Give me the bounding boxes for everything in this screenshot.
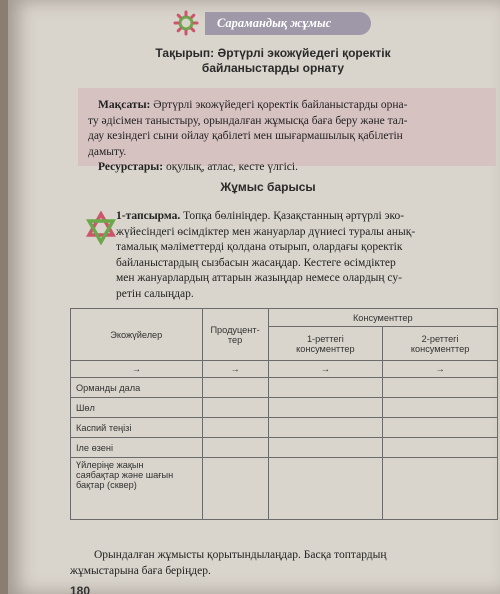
header-consumers-2nd [383,327,498,361]
empty-cell [383,398,498,418]
empty-cell [202,438,268,458]
table-row [71,458,498,520]
header-consumers: Консументтер [268,309,497,327]
task-line-2: жүйесіндегі өсімдіктер мен жануарлар дүниесі туралы анық- [116,225,416,238]
park-line-3: бақтар (сквер) [76,480,137,490]
empty-cell [202,398,268,418]
header-c2-line-1: 2-реттегі [421,333,459,344]
empty-cell [202,458,268,520]
park-line-2: саябақтар және шағын [76,470,174,480]
empty-cell [202,418,268,438]
header-c2-line-2: консументтер [410,343,470,354]
header-producers-line-2: тер [227,334,243,345]
task-line-4: байланыстардың сызбасын жасаңдар. Кестеге өсімдіктер [116,256,396,269]
task-paragraph [116,209,494,303]
arrow-cell: → [71,361,203,378]
arrow-cell: → [268,361,383,378]
food-web-table [70,308,498,520]
star-emblem-icon [84,211,118,245]
header-c1-line-2: консументтер [296,343,355,354]
park-line-1: Үйлеріңе жақын [76,460,144,470]
book-spine [0,0,8,594]
footer-line-2: жұмыстарына баға беріңдер. [70,564,211,577]
table-row [71,418,498,438]
row-label-park [71,458,203,520]
topic-line-2: байланыстарды орнату [201,61,345,75]
page-header [173,10,371,36]
arrow-row [71,361,498,378]
task-line-3: тамалық мәліметтерді қолдана отырып, олардағы қоректік [116,241,403,254]
task-line-5: мен жануарлардың аттарын жазыңдар немесе олардың су- [116,272,402,285]
page-number: 180 [70,584,91,594]
header-title: Сарамандық жұмыс [205,12,371,35]
empty-cell [268,458,383,520]
header-c1-line-1: 1-реттегі [306,333,344,344]
topic-line-1: Тақырып: Әртүрлі экожүйедегі қоректік [155,46,391,60]
header-consumers-1st [268,327,383,361]
topic-heading [128,46,418,76]
row-label: Орманды дала [71,378,203,398]
table-row [71,378,498,398]
purpose-paragraph [88,98,488,176]
section-title: Жұмыс барысы [220,180,316,194]
arrow-cell: → [202,361,268,378]
header-producers-line-1: Продуцент- [210,324,260,335]
empty-cell [268,438,383,458]
empty-cell [383,438,498,458]
empty-cell [383,418,498,438]
purpose-line-4: дамыту. [88,145,127,158]
resources-text: оқулық, атлас, кесте үлгісі. [165,161,298,174]
resources-label: Ресурстары: [98,161,164,174]
row-label: Іле өзені [71,438,203,458]
header-producers [202,309,268,361]
task-line-6: ретін салыңдар. [116,287,194,300]
empty-cell [202,378,268,398]
empty-cell [383,458,498,520]
empty-cell [268,378,383,398]
row-label: Шөл [71,398,203,418]
header-ecosystems: Экожүйелер [71,309,203,361]
textbook-page [8,0,500,594]
task-line-1: Топқа бөлініңдер. Қазақстанның әртүрлі эко- [183,210,405,222]
purpose-line-1: Әртүрлі экожүйедегі қоректік байланыстарды орна- [153,99,408,111]
empty-cell [383,378,498,398]
footer-paragraph [70,548,498,579]
arrow-cell: → [383,361,498,378]
table-row [71,398,498,418]
footer-line-1: Орындалған жұмысты қорытындылаңдар. Басқа топтардың [94,549,387,561]
gear-icon [173,10,199,36]
empty-cell [268,418,383,438]
purpose-line-3: дау кезіндегі сыни ойлау қабілеті мен шығармашылық қабілетін [88,130,403,143]
task-label: 1-тапсырма. [116,210,181,222]
empty-cell [268,398,383,418]
table-row [71,438,498,458]
row-label: Каспий теңізі [71,418,203,438]
purpose-label: Мақсаты: [98,99,151,111]
purpose-line-2: ту әдісімен таныстыру, орындалған жұмысқа баға беру және тал- [88,114,408,127]
